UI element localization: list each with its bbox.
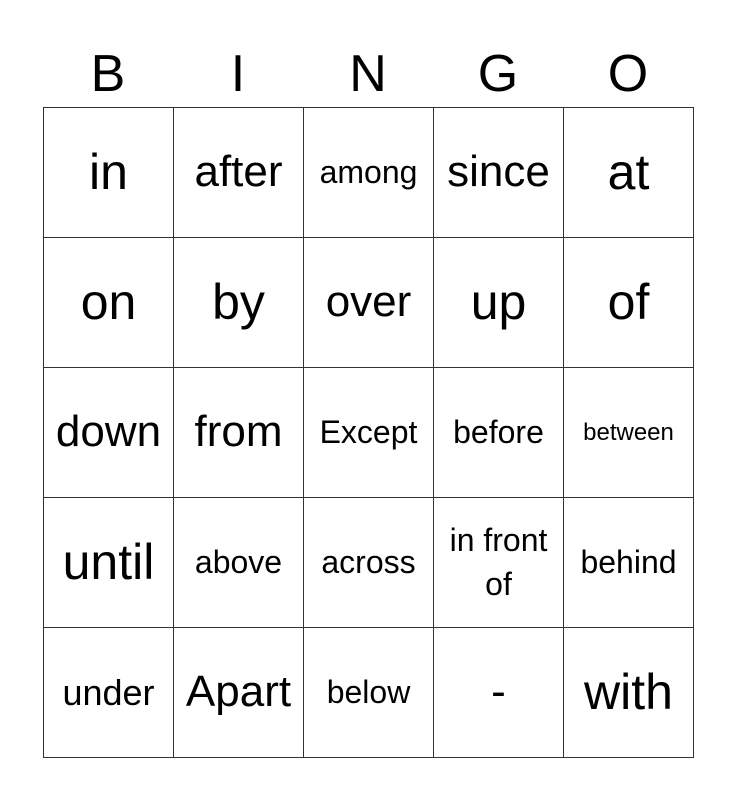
header-letter-b: B (90, 45, 126, 103)
bingo-cell[interactable]: behind (564, 498, 694, 628)
bingo-cell[interactable]: Apart (174, 628, 304, 758)
bingo-cell[interactable]: below (304, 628, 434, 758)
bingo-board (43, 107, 694, 758)
bingo-cell[interactable]: above (174, 498, 304, 628)
bingo-cell[interactable]: - (434, 628, 564, 758)
header-letter-o: O (607, 45, 649, 103)
bingo-cell[interactable]: in front of (434, 498, 564, 628)
bingo-cell[interactable]: among (304, 108, 434, 238)
bingo-cell[interactable]: by (174, 238, 304, 368)
bingo-cell[interactable]: up (434, 238, 564, 368)
bingo-cell[interactable]: of (564, 238, 694, 368)
bingo-cell[interactable]: until (44, 498, 174, 628)
bingo-cell[interactable]: under (44, 628, 174, 758)
bingo-cell[interactable]: at (564, 108, 694, 238)
bingo-cell[interactable]: on (44, 238, 174, 368)
header-letter-n: N (349, 45, 387, 103)
bingo-cell[interactable]: between (564, 368, 694, 498)
bingo-cell[interactable]: in (44, 108, 174, 238)
bingo-header (43, 40, 693, 108)
bingo-cell[interactable]: with (564, 628, 694, 758)
bingo-cell[interactable]: from (174, 368, 304, 498)
bingo-cell[interactable]: after (174, 108, 304, 238)
bingo-cell[interactable]: down (44, 368, 174, 498)
bingo-cell[interactable]: before (434, 368, 564, 498)
header-letter-g: G (477, 45, 519, 103)
header-letter-i: I (230, 45, 246, 103)
bingo-cell[interactable]: Except (304, 368, 434, 498)
bingo-cell[interactable]: since (434, 108, 564, 238)
bingo-cell[interactable]: across (304, 498, 434, 628)
bingo-cell[interactable]: over (304, 238, 434, 368)
